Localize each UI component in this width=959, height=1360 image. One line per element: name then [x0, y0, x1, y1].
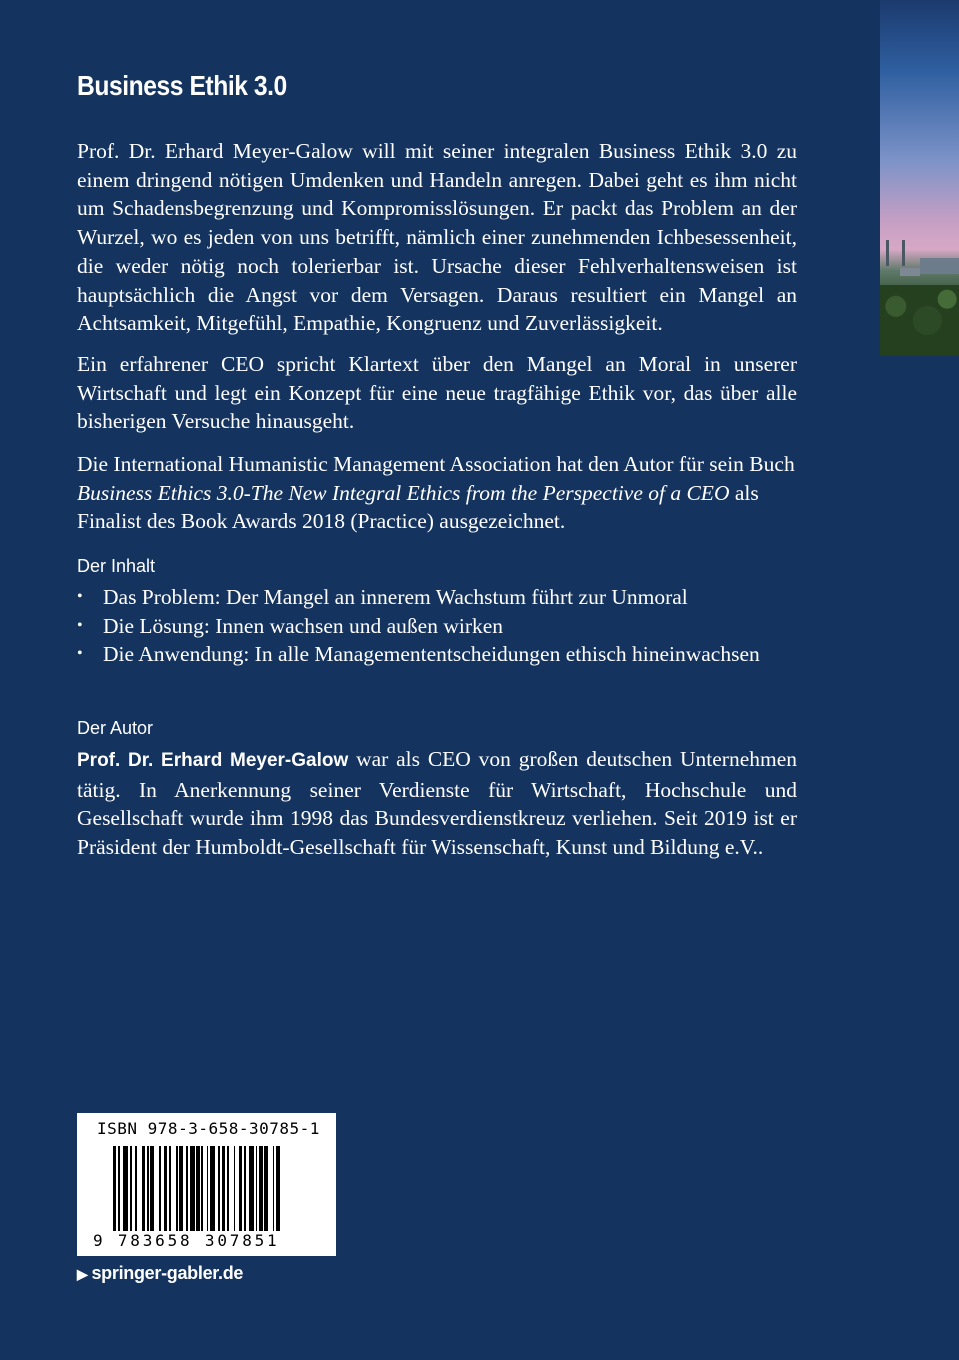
- barcode-bar: [207, 1146, 209, 1242]
- barcode-bars: [113, 1146, 323, 1242]
- barcode-bar: [150, 1146, 153, 1242]
- trees-decoration: [880, 285, 959, 356]
- barcode-bar: [164, 1146, 167, 1242]
- intro-paragraph: Prof. Dr. Erhard Meyer-Galow will mit seiner integralen Business Ethik 3.0 zu einem dringend nötigen Umdenken und Handeln anregen. Dabei geht es ihm nicht um Schadensbegrenzung und Kompromisslösungen. Er packt das Problem an der Wurzel, wo es jeden von uns betrifft, nämlich einer zunehmenden Ichbesessenheit, die weder nötig noch tolerierbar ist. Ursache dieser Fehlverhaltensweisen ist hauptsächlich die Angst vor dem Versagen. Daraus resultiert ein Mangel an Achtsamkeit, Mitgefühl, Empathie, Kongruenz und Zuverlässigkeit.: [77, 139, 797, 336]
- barcode-bar: [159, 1146, 161, 1242]
- cover-photo-strip: [880, 0, 959, 356]
- barcode-bar: [201, 1146, 203, 1242]
- barcode-bar: [273, 1146, 275, 1242]
- barcode-bar: [227, 1146, 229, 1242]
- contents-heading: Der Inhalt: [77, 556, 156, 576]
- barcode-bar: [130, 1146, 132, 1242]
- barcode-bar: [169, 1146, 171, 1242]
- barcode-bar: [244, 1146, 246, 1242]
- author-paragraph: [77, 745, 797, 862]
- barcode-bar: [135, 1146, 137, 1242]
- barcode-bar: [123, 1146, 128, 1242]
- barcode-bar: [249, 1146, 254, 1242]
- arrow-right-icon: ▶: [77, 1266, 88, 1282]
- barcode-bar: [276, 1146, 279, 1242]
- book-title: Business Ethik 3.0: [77, 70, 287, 101]
- barcode-bar: [256, 1146, 258, 1242]
- contents-list: [77, 583, 797, 669]
- award-paragraph: [77, 450, 797, 536]
- barcode-bar: [118, 1146, 120, 1242]
- barcode-bar: [264, 1146, 267, 1242]
- ean-digits: 9 783658 307851: [93, 1231, 280, 1250]
- barcode-bar: [259, 1146, 262, 1242]
- mast-decoration: [902, 240, 905, 266]
- author-bio: war als CEO von großen deutschen Unternehmen tätig. In Anerkennung seiner Verdienste für Wirtschaft, Hochschule und Gesellschaft wurde ihm 1998 das Bundesverdienstkreuz verliehen. Seit 2019 ist er Präsident der Humboldt-Gesellschaft für Wissenschaft, Kunst und Bildung e.V..: [77, 747, 798, 860]
- barcode-bar: [239, 1146, 242, 1242]
- barcode-bar: [190, 1146, 195, 1242]
- barcode-bar: [222, 1146, 225, 1242]
- author-name: Prof. Dr. Erhard Meyer-Galow: [77, 750, 349, 771]
- barcode-bar: [113, 1146, 116, 1242]
- isbn-barcode: [77, 1113, 336, 1256]
- mast-decoration: [886, 240, 889, 266]
- building-decoration: [900, 268, 920, 276]
- building-decoration: [920, 258, 959, 274]
- barcode-bar: [142, 1146, 145, 1242]
- barcode-bar: [234, 1146, 236, 1242]
- barcode-bar: [179, 1146, 182, 1242]
- list-item: • Das Problem: Der Mangel an innerem Wachstum führt zur Unmoral: [77, 583, 797, 612]
- barcode-bar: [218, 1146, 220, 1242]
- list-item: • Die Lösung: Innen wachsen und außen wirken: [77, 612, 797, 641]
- barcode-bar: [210, 1146, 215, 1242]
- award-text-end: als Finalist des Book Awards 2018 (Practice) ausgezeichnet.: [77, 480, 759, 534]
- publisher-link[interactable]: [77, 1263, 243, 1284]
- publisher-site: springer-gabler.de: [91, 1263, 244, 1283]
- award-book-title: Business Ethics 3.0-The New Integral Ethics from the Perspective of a CEO: [77, 480, 730, 505]
- award-text-start: Die International Humanistic Management Association hat den Autor für sein Buch: [77, 452, 795, 476]
- list-item: • Die Anwendung: In alle Managemententscheidungen ethisch hineinwachsen: [77, 640, 797, 669]
- barcode-bar: [147, 1146, 149, 1242]
- barcode-bar: [196, 1146, 199, 1242]
- author-heading: Der Autor: [77, 718, 154, 738]
- barcode-bar: [176, 1146, 178, 1242]
- isbn-label: ISBN 978-3-658-30785-1: [97, 1119, 320, 1138]
- barcode-bar: [186, 1146, 188, 1242]
- ceo-paragraph: Ein erfahrener CEO spricht Klartext über den Mangel an Moral in unserer Wirtschaft und legt ein Konzept für eine neue tragfähige Ethik vor, das über alle bisherigen Versuche hinausgeht.: [77, 352, 797, 434]
